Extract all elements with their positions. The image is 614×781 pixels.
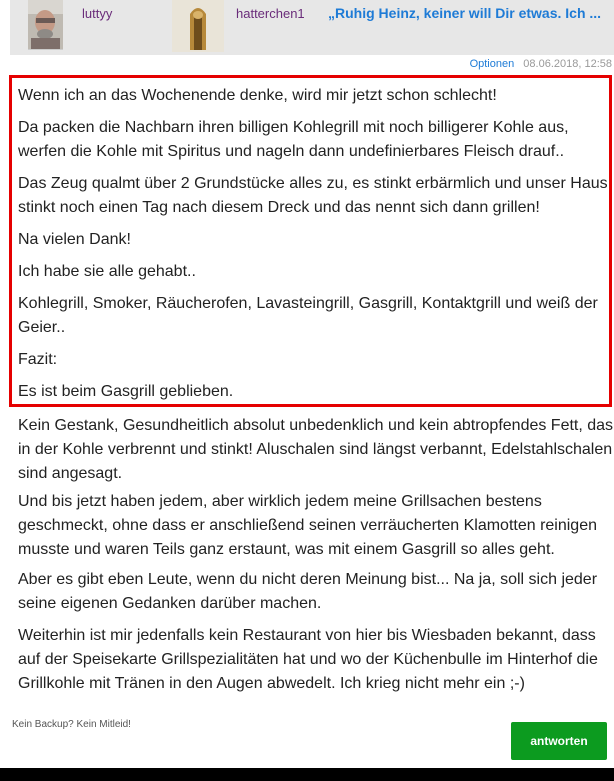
reply-button[interactable]: antworten [511, 722, 607, 760]
quoted-paragraph: Da packen die Nachbarn ihren billigen Kohlegrill mit noch billigerer Kohle aus, werfen die Kohle mit Spiritus und nageln dann undefinierbares Fleisch drauf.. [18, 119, 569, 160]
avatar[interactable] [28, 0, 63, 50]
quoted-paragraph: Na vielen Dank! [18, 231, 131, 248]
quoted-paragraph: Wenn ich an das Wochenende denke, wird mir jetzt schon schlecht! [18, 87, 497, 104]
quoted-paragraph: Fazit: [18, 351, 58, 368]
signature: Kein Backup? Kein Mitleid! [12, 719, 131, 730]
timestamp: 08.06.2018, 12:58 [523, 58, 612, 70]
quoted-paragraph: Es ist beim Gasgrill geblieben. [18, 383, 234, 400]
user-photo-icon [28, 0, 63, 50]
quoted-paragraph: Kohlegrill, Smoker, Räucherofen, Lavasteingrill, Gasgrill, Kontaktgrill und weiß der Geier.. [18, 295, 598, 336]
options-link[interactable]: Optionen [469, 58, 515, 70]
quoted-paragraph: Das Zeug qualmt über 2 Grundstücke alles zu, es stinkt erbärmlich und unser Haus stinkt noch einen Tag nach diesem Dreck und das nennt sich dann grillen! [18, 175, 608, 216]
username-hatterchen1[interactable]: hatterchen1 [236, 6, 305, 21]
post-meta [470, 58, 612, 70]
body-paragraph: Weiterhin ist mir jedenfalls kein Restaurant von hier bis Wiesbaden bekannt, dass auf der Speisekarte Grillspezialitäten hat und wo der Küchenbulle im Hinterhof die Grillkohle mit Tränen in den Augen abwedelt. Ich krieg nicht mehr ein ;-) [18, 627, 598, 692]
body-paragraph: Und bis jetzt haben jedem, aber wirklich jedem meine Grillsachen bestens geschmeckt, ohne dass er anschließend seinen verräucherten Klamotten reinigen musste und waren Teils ganz erstaunt, was mit einem Gasgrill so alles geht. [18, 493, 597, 558]
body-paragraph: Aber es gibt eben Leute, wenn du nicht deren Meinung bist... Na ja, soll sich jeder seine eigenen Gedanken darüber machen. [18, 571, 598, 612]
thread-title-link[interactable]: „Ruhig Heinz, keiner will Dir etwas. Ich ... [328, 5, 602, 21]
username-luttyy[interactable]: luttyy [82, 6, 113, 21]
post-header [10, 0, 614, 55]
quoted-paragraph: Ich habe sie alle gehabt.. [18, 263, 196, 280]
avatar[interactable] [172, 0, 224, 52]
body-paragraph: Kein Gestank, Gesundheitlich absolut unbedenklich und kein abtropfendes Fett, das in der Kohle verbrennt und stinkt! Aluschalen sind längst verbannt, Edelstahlschalen sind angesagt. [18, 417, 614, 482]
sculpture-photo-icon [172, 0, 224, 52]
